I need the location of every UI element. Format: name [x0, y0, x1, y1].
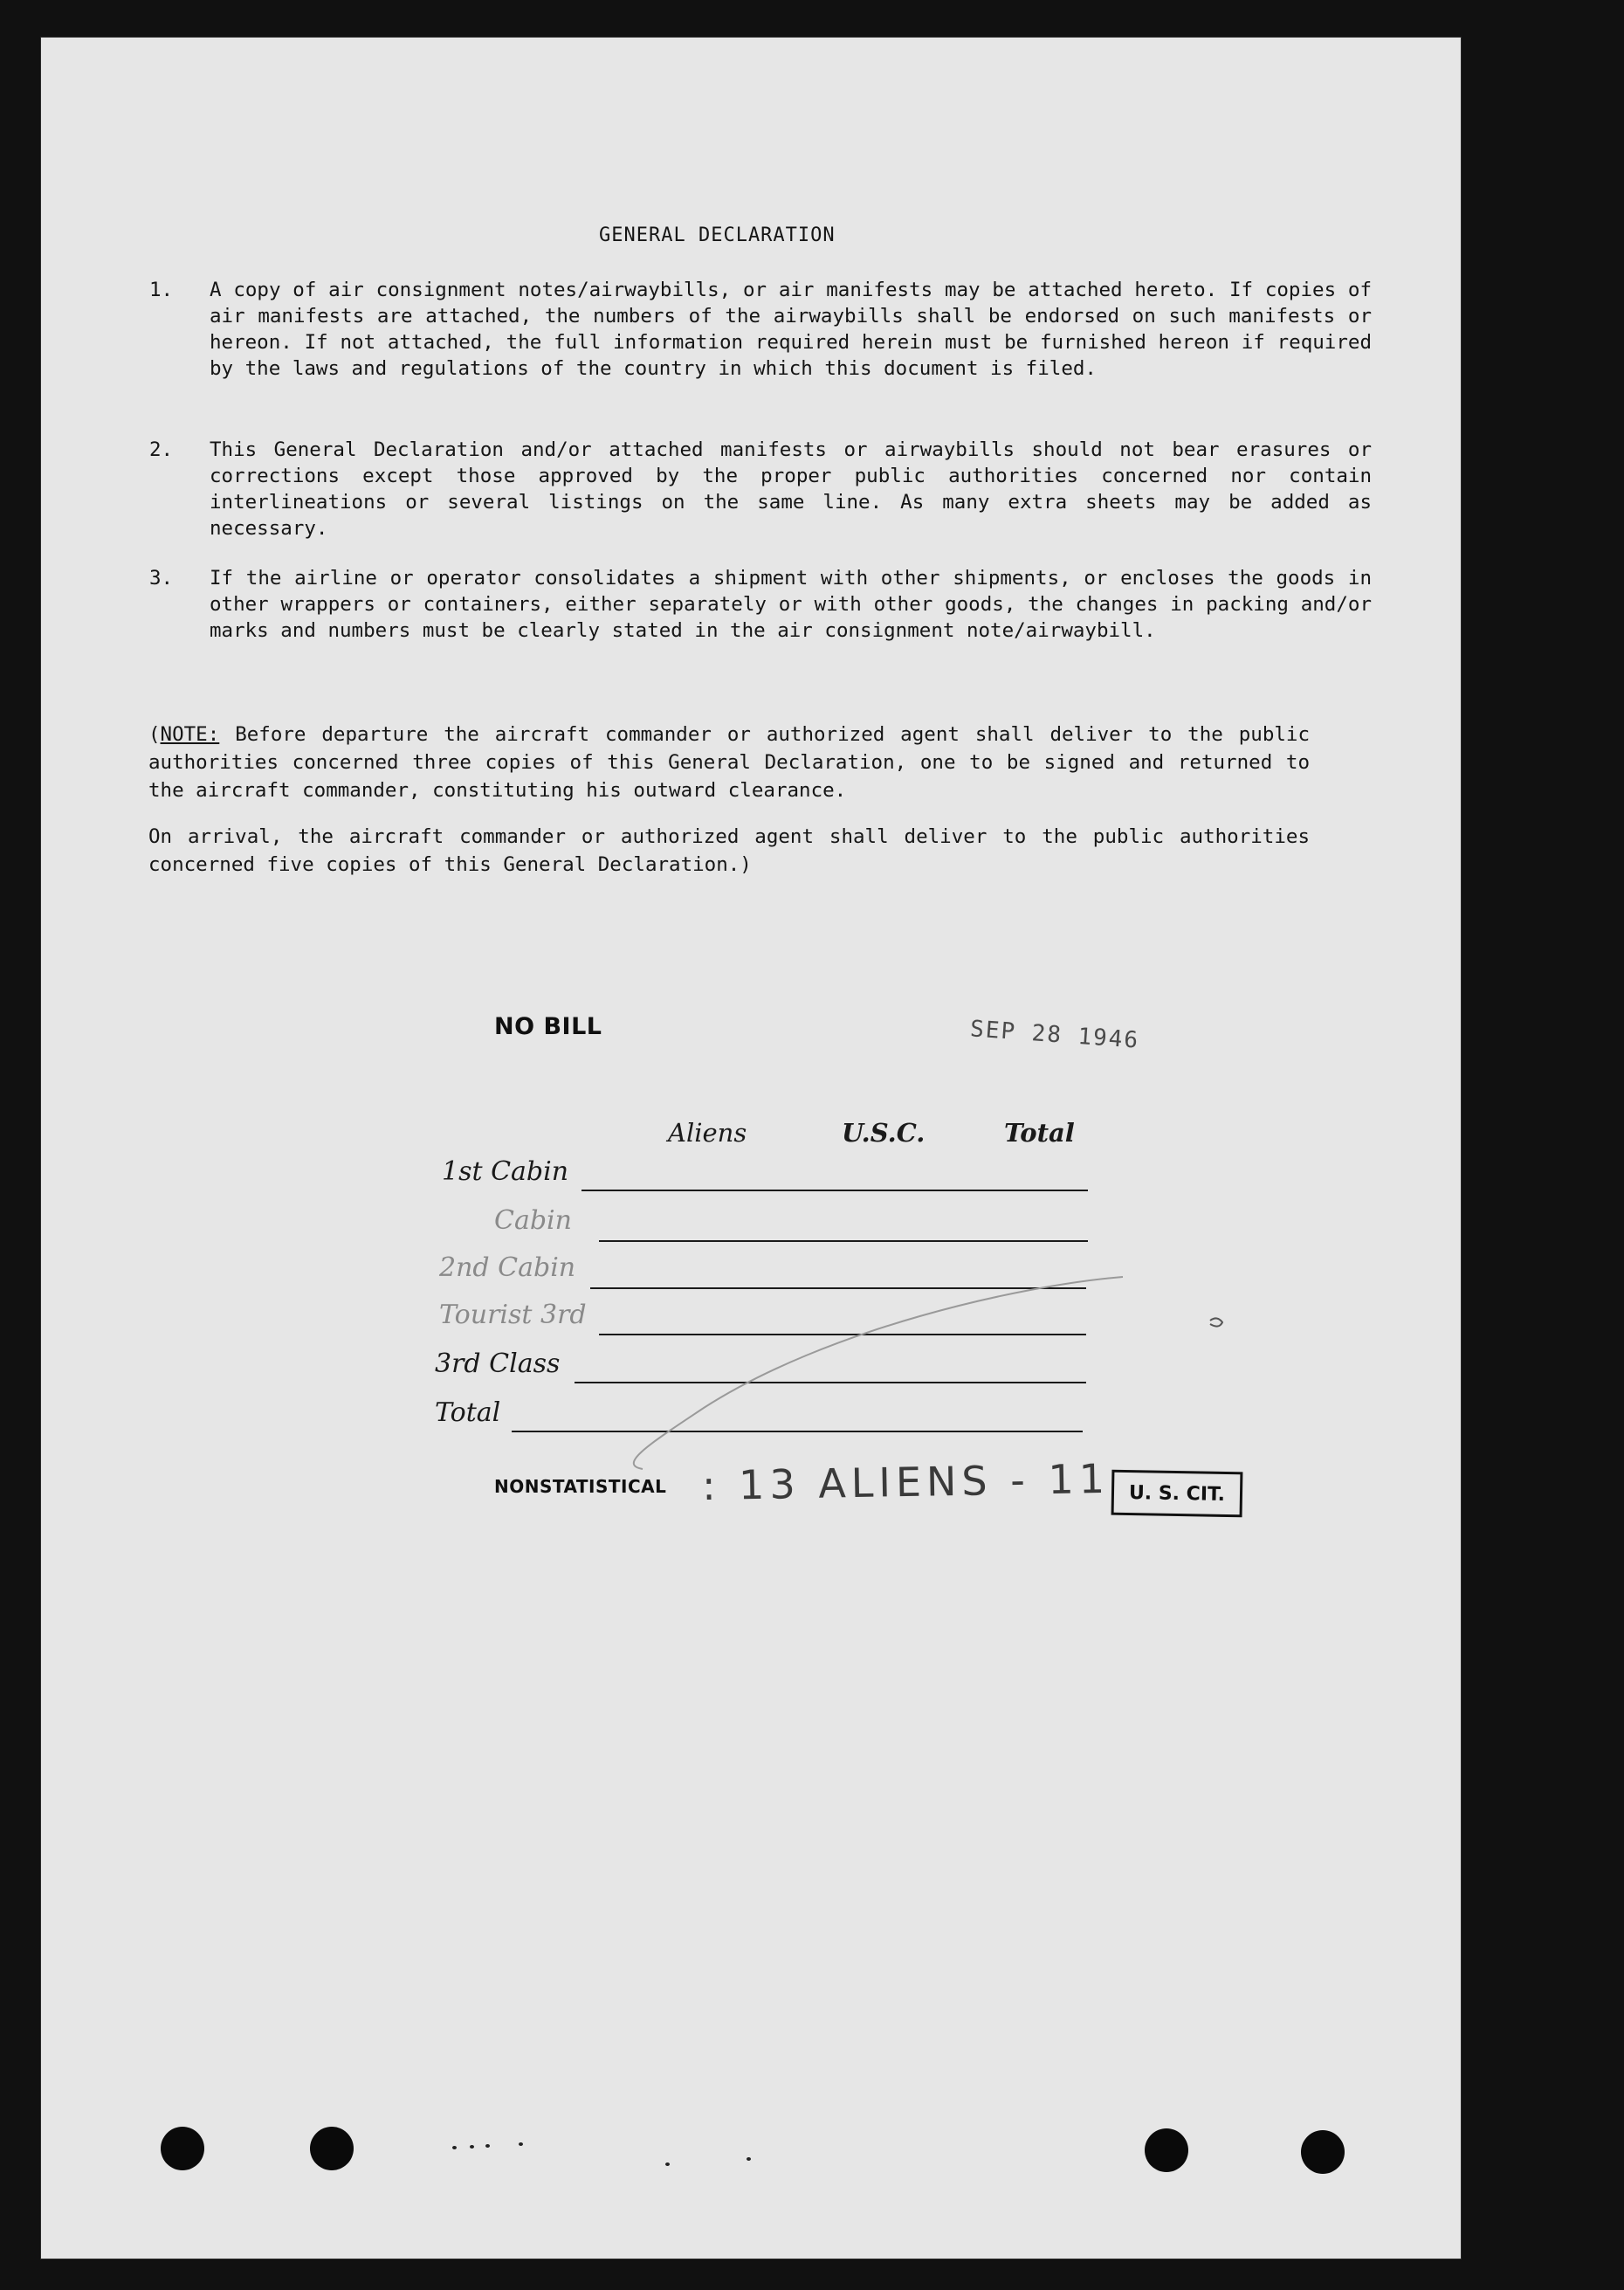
- note-open-paren: (: [148, 723, 161, 746]
- document-title: GENERAL DECLARATION: [599, 224, 836, 246]
- row-rule: [581, 1190, 1088, 1191]
- paper-speck: [665, 2162, 670, 2166]
- row-rule: [599, 1240, 1088, 1242]
- item-number: 1.: [149, 279, 174, 301]
- note-text: Before departure the aircraft commander or authorized agent shall deliver to the public authorities concerned three copies of this General Declaration, one to be signed and returned to the aircraft commander, constituting his outward clearance.: [148, 723, 1310, 802]
- item-number: 2.: [149, 438, 174, 461]
- column-header-total: Total: [1004, 1118, 1075, 1148]
- arrival-paragraph: On arrival, the aircraft commander or authorized agent shall deliver to the public authorities concerned five copies of this General Declaration.): [148, 825, 1310, 876]
- item-text: If the airline or operator consolidates a shipment with other shipments, or encloses the goods in other wrappers or containers, either separately or with other goods, the changes in packing and/or marks and numbers must be clearly stated in the air consignment note/airwaybill.: [210, 567, 1372, 642]
- row-label-3rd-class: 3rd Class: [435, 1348, 561, 1379]
- punch-hole: [1145, 2128, 1188, 2172]
- punch-hole: [310, 2127, 354, 2170]
- us-cit-box: U. S. CIT.: [1111, 1470, 1243, 1518]
- row-label-2nd-cabin: 2nd Cabin: [439, 1252, 576, 1283]
- nonstatistical-label: NONSTATISTICAL: [494, 1476, 667, 1497]
- paper-speck: [519, 2142, 523, 2146]
- paper-speck: [470, 2145, 474, 2149]
- document-page: [40, 37, 1462, 2259]
- punch-hole: [161, 2127, 204, 2170]
- note-paragraph: [148, 721, 1310, 804]
- note-label: NOTE:: [160, 723, 220, 746]
- item-text: A copy of air consignment notes/airwaybills, or air manifests may be attached hereto. If copies of air manifests are attached, the numbers of the airwaybills shall be endorsed on such manifests or hereon. If not attached, the full information required herein must be furnished hereon if required by the laws and regulations of the country in which this document is filed.: [210, 279, 1372, 380]
- item-text: This General Declaration and/or attached manifests or airwaybills should not bear erasures or corrections except those approved by the proper public authorities concerned nor contain interlineations or several listings on the same line. As many extra sheets may be added as necessary.: [210, 438, 1372, 540]
- punch-hole: [1301, 2130, 1345, 2174]
- date-stamp: SEP 28 1946: [969, 1016, 1140, 1054]
- row-label-cabin: Cabin: [494, 1205, 572, 1236]
- no-bill-stamp: NO BILL: [494, 1013, 602, 1040]
- paper-speck: [485, 2144, 490, 2148]
- row-label-tourist-3rd: Tourist 3rd: [439, 1300, 587, 1330]
- column-header-usc: U.S.C.: [842, 1118, 926, 1148]
- item-number: 3.: [149, 567, 174, 590]
- paper-speck: [452, 2146, 457, 2149]
- row-label-1st-cabin: 1st Cabin: [442, 1156, 569, 1187]
- column-header-aliens: Aliens: [668, 1118, 747, 1148]
- paper-speck: [747, 2157, 751, 2161]
- handwritten-alien-count: : 13 ALIENS - 11: [701, 1454, 1111, 1510]
- row-label-total: Total: [435, 1397, 501, 1428]
- pencil-stroke: [599, 1259, 1158, 1469]
